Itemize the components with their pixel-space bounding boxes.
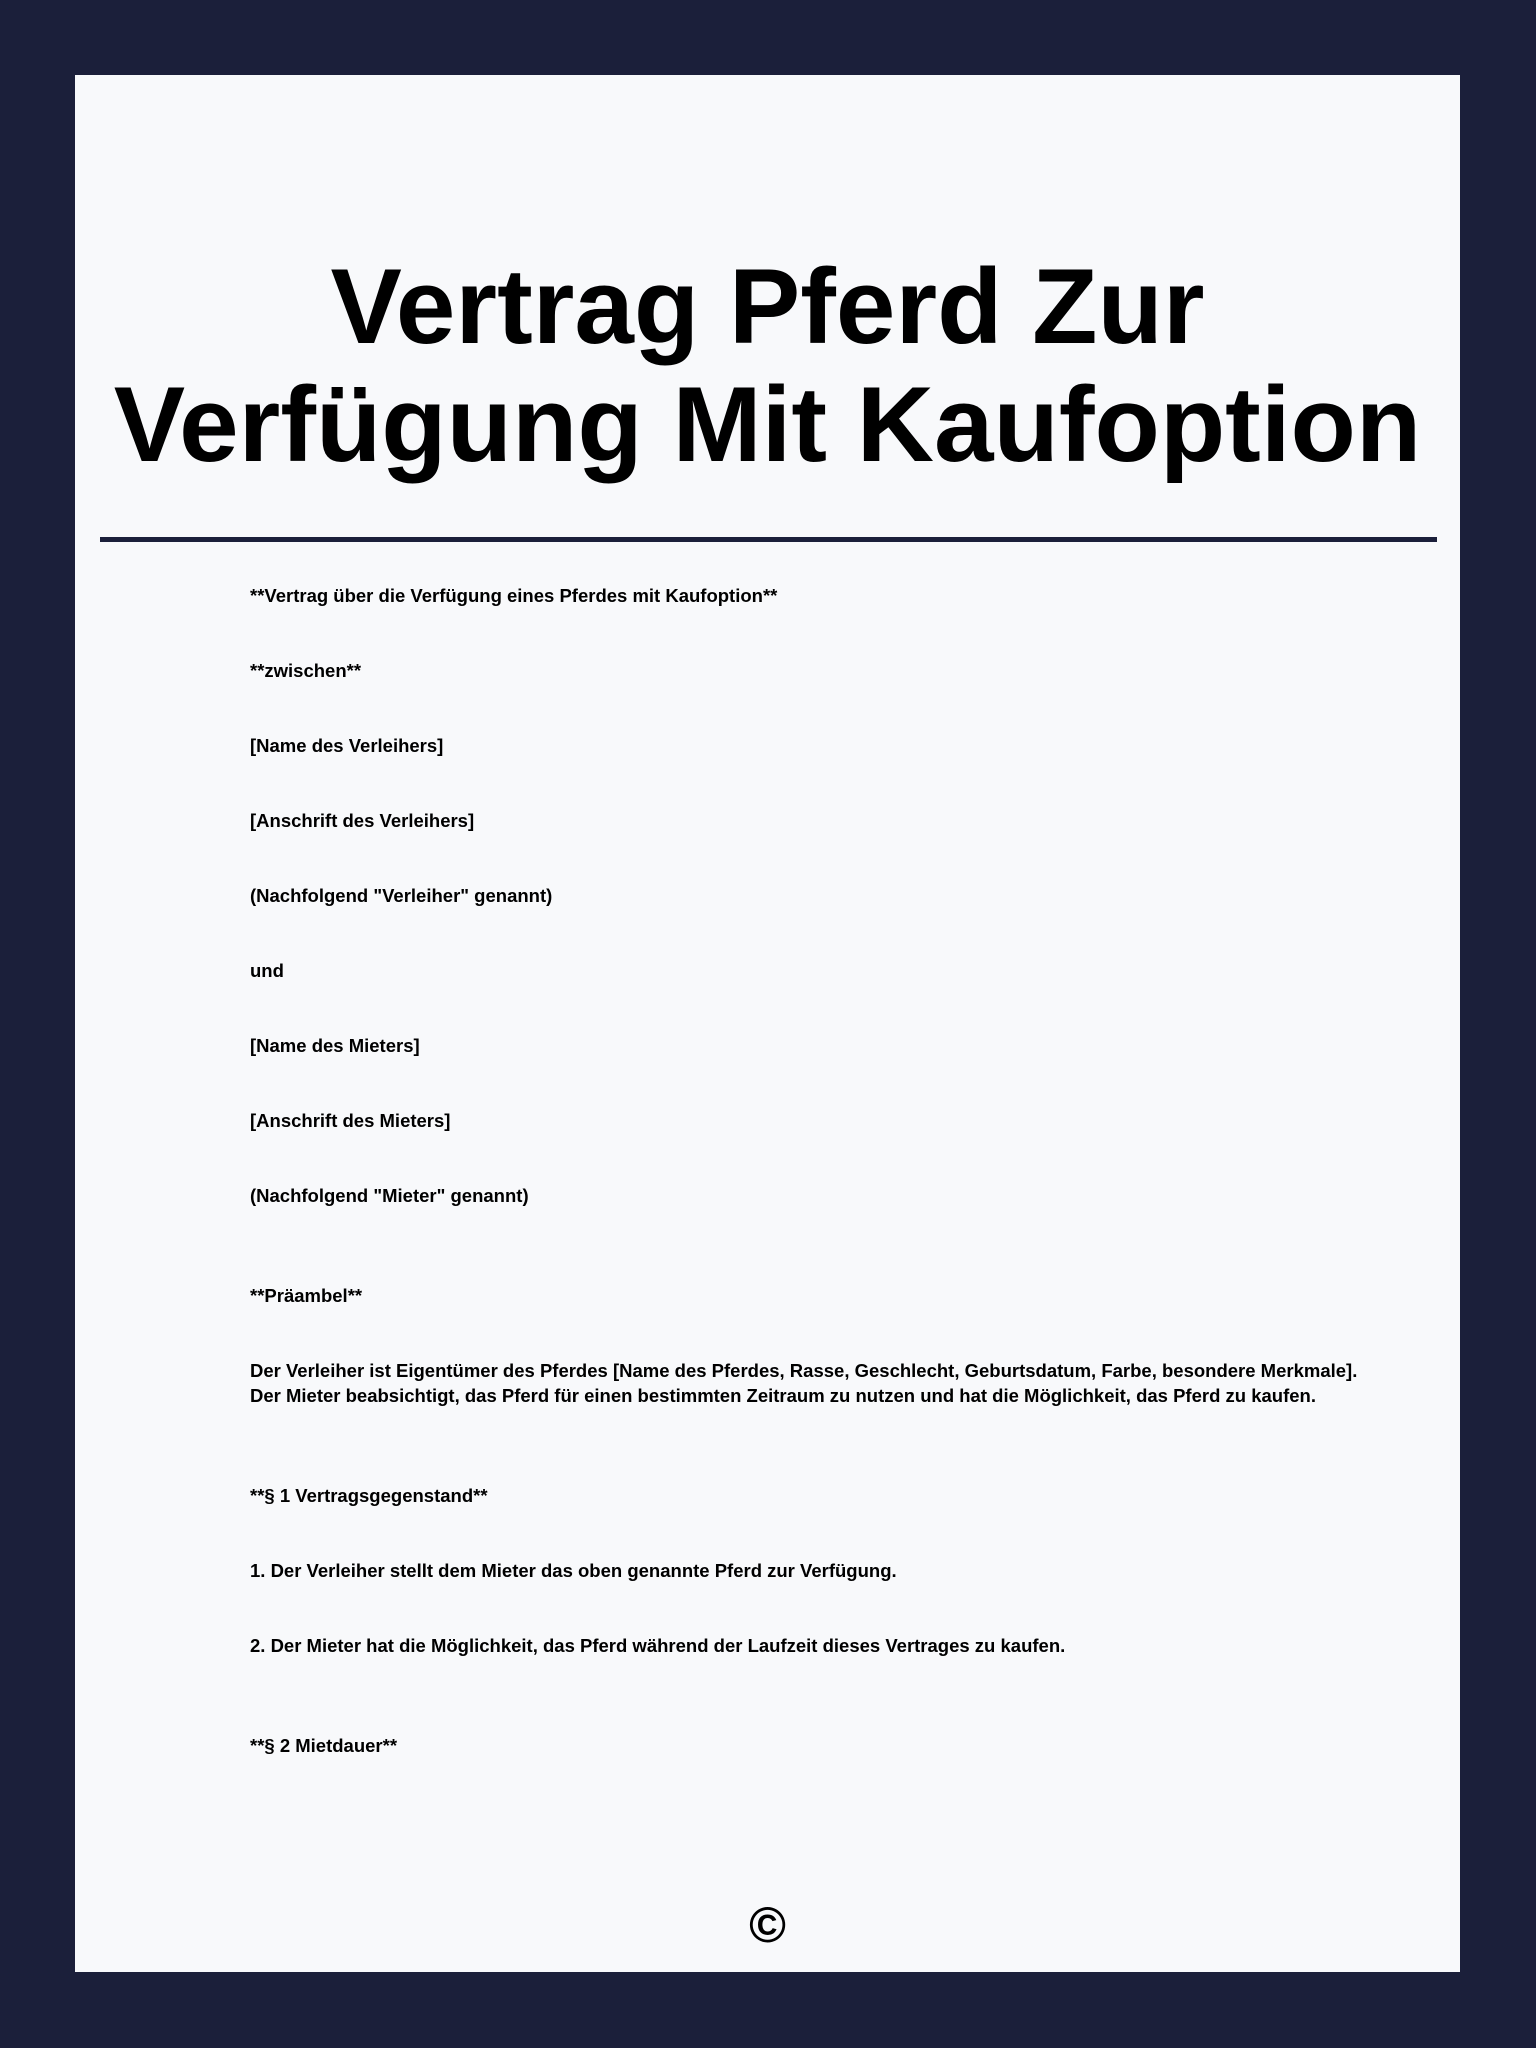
section-1-item-2: 2. Der Mieter hat die Möglichkeit, das Pferd während der Laufzeit dieses Vertrages zu kaufen. (250, 1635, 1066, 1656)
between-label: **zwischen** (250, 660, 362, 681)
section-2-heading: **§ 2 Mietdauer** (250, 1735, 398, 1756)
contract-heading: **Vertrag über die Verfügung eines Pferdes mit Kaufoption** (250, 585, 778, 606)
document-page (75, 75, 1460, 1972)
tenant-name: [Name des Mieters] (250, 1035, 420, 1056)
lender-name: [Name des Verleihers] (250, 735, 444, 756)
tenant-address: [Anschrift des Mieters] (250, 1110, 451, 1131)
document-title: Vertrag Pferd Zur Verfügung Mit Kaufoption (113, 246, 1422, 484)
document-body (250, 583, 1380, 1808)
tenant-designation: (Nachfolgend "Mieter" genannt) (250, 1185, 529, 1206)
section-1-item-1: 1. Der Verleiher stellt dem Mieter das oben genannte Pferd zur Verfügung. (250, 1560, 897, 1581)
copyright-icon: © (749, 1897, 786, 1953)
preamble-text: Der Verleiher ist Eigentümer des Pferdes [Name des Pferdes, Rasse, Geschlecht, Geburtsdatum, Farbe, besondere Merkmale]. Der Mieter beabsichtigt, das Pferd für einen bestimmten Zeitraum zu nutzen und hat die Möglichkeit, das Pferd zu kaufen. (250, 1360, 1358, 1406)
preamble-heading: **Präambel** (250, 1285, 363, 1306)
lender-address: [Anschrift des Verleihers] (250, 810, 475, 831)
section-1-heading: **§ 1 Vertragsgegenstand** (250, 1485, 488, 1506)
lender-designation: (Nachfolgend "Verleiher" genannt) (250, 885, 553, 906)
title-divider (100, 537, 1437, 542)
and-label: und (250, 960, 284, 981)
